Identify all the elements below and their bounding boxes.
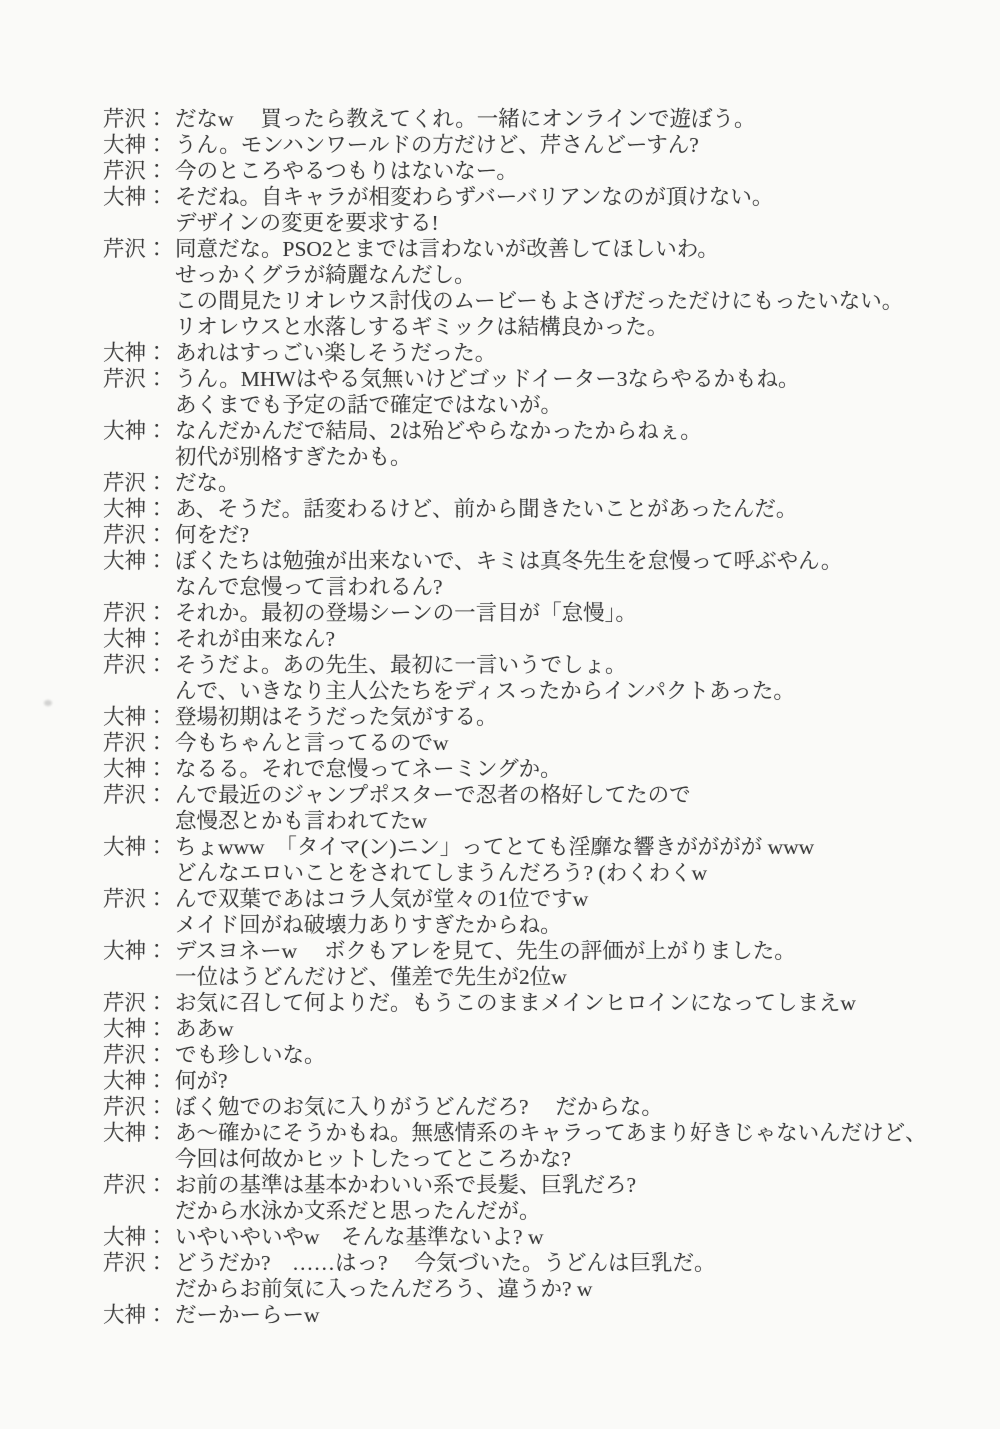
dialogue-line xyxy=(0,1146,1000,1172)
dialogue-line xyxy=(0,340,1000,366)
line-text: なるる。それで怠慢ってネーミングか。 xyxy=(175,757,562,781)
speaker-label: 大神： xyxy=(103,419,168,443)
dialogue-line xyxy=(0,964,1000,990)
dialogue-line xyxy=(0,756,1000,782)
line-text: んで、いきなり主人公たちをディスったからインパクトあった。 xyxy=(175,679,795,703)
line-text: うん。MHWはやる気無いけどゴッドイーター3ならやるかもね。 xyxy=(175,367,800,391)
dialogue-line xyxy=(0,704,1000,730)
speaker-label xyxy=(103,392,175,418)
line-text: お前の基準は基本かわいい系で長髪、巨乳だろ? xyxy=(175,1173,637,1197)
dialogue-line xyxy=(0,808,1000,834)
speaker-label: 大神： xyxy=(103,133,168,157)
line-text: 今回は何故かヒットしたってところかな? xyxy=(175,1147,571,1171)
dialogue-line xyxy=(0,236,1000,262)
line-text: ぼく勉でのお気に入りがうどんだろ? だからな。 xyxy=(175,1095,663,1119)
line-text: どんなエロいことをされてしまうんだろう? (わくわくw xyxy=(175,861,708,885)
dialogue-line xyxy=(0,1172,1000,1198)
dialogue-line xyxy=(0,314,1000,340)
line-text: んで双葉であはコラ人気が堂々の1位ですw xyxy=(175,887,589,911)
line-text: デザインの変更を要求する! xyxy=(175,211,439,235)
speaker-label: 芹沢： xyxy=(103,107,168,131)
line-text: ちょwww 「タイマ(ン)ニン」ってとても淫靡な響きがががが www xyxy=(175,835,815,859)
line-text: うん。モンハンワールドの方だけど、芹さんどーすん? xyxy=(175,133,699,157)
line-text: 今もちゃんと言ってるのでw xyxy=(175,731,449,755)
dialogue-line xyxy=(0,522,1000,548)
speaker-label: 芹沢： xyxy=(103,471,168,495)
line-text: リオレウスと水落しするギミックは結構良かった。 xyxy=(175,315,669,339)
speaker-label: 大神： xyxy=(103,497,168,521)
dialogue-line xyxy=(0,1198,1000,1224)
speaker-label: 大神： xyxy=(103,705,168,729)
line-text: ああw xyxy=(175,1017,234,1041)
line-text: 初代が別格すぎたかも。 xyxy=(175,445,412,469)
line-text: あ、そうだ。話変わるけど、前から聞きたいことがあったんだ。 xyxy=(175,497,798,521)
line-text: せっかくグラが綺麗なんだし。 xyxy=(175,263,476,287)
speaker-label xyxy=(103,1198,175,1224)
speaker-label: 芹沢： xyxy=(103,1095,168,1119)
line-text: あれはすっごい楽しそうだった。 xyxy=(175,341,497,365)
dialogue-line xyxy=(0,470,1000,496)
dialogue-line xyxy=(0,496,1000,522)
dialogue-transcript xyxy=(0,106,1000,1328)
dialogue-line xyxy=(0,548,1000,574)
speaker-label xyxy=(103,1276,175,1302)
speaker-label: 大神： xyxy=(103,1121,168,1145)
speaker-label xyxy=(103,912,175,938)
speaker-label xyxy=(103,314,175,340)
speaker-label: 芹沢： xyxy=(103,601,168,625)
line-text: そだね。自キャラが相変わらずバーバリアンなのが頂けない。 xyxy=(175,185,774,209)
speaker-label: 芹沢： xyxy=(103,991,168,1015)
speaker-label xyxy=(103,574,175,600)
dialogue-line xyxy=(0,886,1000,912)
line-text: メイド回がね破壊力ありすぎたからね。 xyxy=(175,913,562,937)
dialogue-line xyxy=(0,210,1000,236)
dialogue-line xyxy=(0,834,1000,860)
speaker-label: 大神： xyxy=(103,939,168,963)
line-text: 同意だな。PSO2とまでは言わないが改善してほしいわ。 xyxy=(175,237,719,261)
speaker-label xyxy=(103,262,175,288)
line-text: お気に召して何よりだ。もうこのままメインヒロインになってしまえw xyxy=(175,991,856,1015)
speaker-label: 大神： xyxy=(103,1303,168,1327)
speaker-label: 大神： xyxy=(103,1225,168,1249)
line-text: そうだよ。あの先生、最初に一言いうでしょ。 xyxy=(175,653,627,677)
speaker-label xyxy=(103,444,175,470)
line-text: なんで怠慢って言われるん? xyxy=(175,575,443,599)
line-text: んで最近のジャンプポスターで忍者の格好してたので xyxy=(175,783,691,807)
speaker-label: 大神： xyxy=(103,835,168,859)
dialogue-line xyxy=(0,1276,1000,1302)
dialogue-line xyxy=(0,1250,1000,1276)
dialogue-line xyxy=(0,158,1000,184)
speaker-label: 大神： xyxy=(103,1017,168,1041)
line-text: だなw 買ったら教えてくれ。一緒にオンラインで遊ぼう。 xyxy=(175,107,756,131)
line-text: あくまでも予定の話で確定ではないが。 xyxy=(175,393,563,417)
line-text: だからお前気に入ったんだろう、違うか? w xyxy=(175,1277,593,1301)
speaker-label: 芹沢： xyxy=(103,653,168,677)
dialogue-line xyxy=(0,574,1000,600)
line-text: 一位はうどんだけど、僅差で先生が2位w xyxy=(175,965,567,989)
speaker-label: 芹沢： xyxy=(103,887,168,911)
dialogue-line xyxy=(0,288,1000,314)
speaker-label xyxy=(103,678,175,704)
line-text: いやいやいやw そんな基準ないよ? w xyxy=(175,1225,544,1249)
line-text: だから水泳か文系だと思ったんだが。 xyxy=(175,1199,541,1223)
dialogue-line xyxy=(0,262,1000,288)
speaker-label: 大神： xyxy=(103,341,168,365)
speaker-label: 芹沢： xyxy=(103,159,168,183)
line-text: それが由来なん? xyxy=(175,627,336,651)
dialogue-line xyxy=(0,1016,1000,1042)
dialogue-line xyxy=(0,1302,1000,1328)
line-text: どうだか? ……はっ? 今気づいた。うどんは巨乳だ。 xyxy=(175,1251,716,1275)
speaker-label: 大神： xyxy=(103,627,168,651)
speaker-label: 芹沢： xyxy=(103,367,168,391)
speaker-label xyxy=(103,964,175,990)
speaker-label: 芹沢： xyxy=(103,731,168,755)
line-text: 登場初期はそうだった気がする。 xyxy=(175,705,498,729)
line-text: でも珍しいな。 xyxy=(175,1043,326,1067)
line-text: デスヨネーw ボクもアレを見て、先生の評価が上がりました。 xyxy=(175,939,796,963)
dialogue-line xyxy=(0,392,1000,418)
dialogue-line xyxy=(0,652,1000,678)
line-text: この間見たリオレウス討伐のムービーもよさげだっただけにもったいない。 xyxy=(175,289,904,313)
speaker-label xyxy=(103,1146,175,1172)
speaker-label xyxy=(103,288,175,314)
dialogue-line xyxy=(0,366,1000,392)
line-text: なんだかんだで結局、2は殆どやらなかったからねぇ。 xyxy=(175,419,702,443)
dialogue-line xyxy=(0,730,1000,756)
dialogue-line xyxy=(0,990,1000,1016)
speaker-label xyxy=(103,808,175,834)
line-text: 何が? xyxy=(175,1069,228,1093)
dialogue-line xyxy=(0,782,1000,808)
speaker-label: 芹沢： xyxy=(103,783,168,807)
line-text: 今のところやるつもりはないなー。 xyxy=(175,159,518,183)
dialogue-line xyxy=(0,184,1000,210)
speaker-label: 芹沢： xyxy=(103,523,168,547)
dialogue-line xyxy=(0,418,1000,444)
speaker-label: 大神： xyxy=(103,549,168,573)
dialogue-line xyxy=(0,1094,1000,1120)
speaker-label: 大神： xyxy=(103,185,168,209)
speaker-label xyxy=(103,210,175,236)
line-text: あ〜確かにそうかもね。無感情系のキャラってあまり好きじゃないんだけど、 xyxy=(175,1121,927,1145)
line-text: それか。最初の登場シーンの一言目が「怠慢」。 xyxy=(175,601,637,625)
dialogue-line xyxy=(0,106,1000,132)
dialogue-line xyxy=(0,444,1000,470)
dialogue-line xyxy=(0,1224,1000,1250)
dialogue-line xyxy=(0,912,1000,938)
speaker-label: 芹沢： xyxy=(103,237,168,261)
line-text: 怠慢忍とかも言われてたw xyxy=(175,809,428,833)
dialogue-line xyxy=(0,860,1000,886)
speaker-label: 大神： xyxy=(103,757,168,781)
dialogue-line xyxy=(0,1068,1000,1094)
dialogue-line xyxy=(0,1042,1000,1068)
line-text: 何をだ? xyxy=(175,523,250,547)
speaker-label: 芹沢： xyxy=(103,1251,168,1275)
line-text: ぼくたちは勉強が出来ないで、キミは真冬先生を怠慢って呼ぶやん。 xyxy=(175,549,843,573)
dialogue-line xyxy=(0,1120,1000,1146)
dialogue-line xyxy=(0,132,1000,158)
speaker-label: 芹沢： xyxy=(103,1173,168,1197)
speaker-label: 大神： xyxy=(103,1069,168,1093)
dialogue-line xyxy=(0,600,1000,626)
dialogue-line xyxy=(0,938,1000,964)
speaker-label: 芹沢： xyxy=(103,1043,168,1067)
speaker-label xyxy=(103,860,175,886)
line-text: だーかーらーw xyxy=(175,1303,320,1327)
dialogue-line xyxy=(0,626,1000,652)
dialogue-line xyxy=(0,678,1000,704)
line-text: だな。 xyxy=(175,471,240,495)
